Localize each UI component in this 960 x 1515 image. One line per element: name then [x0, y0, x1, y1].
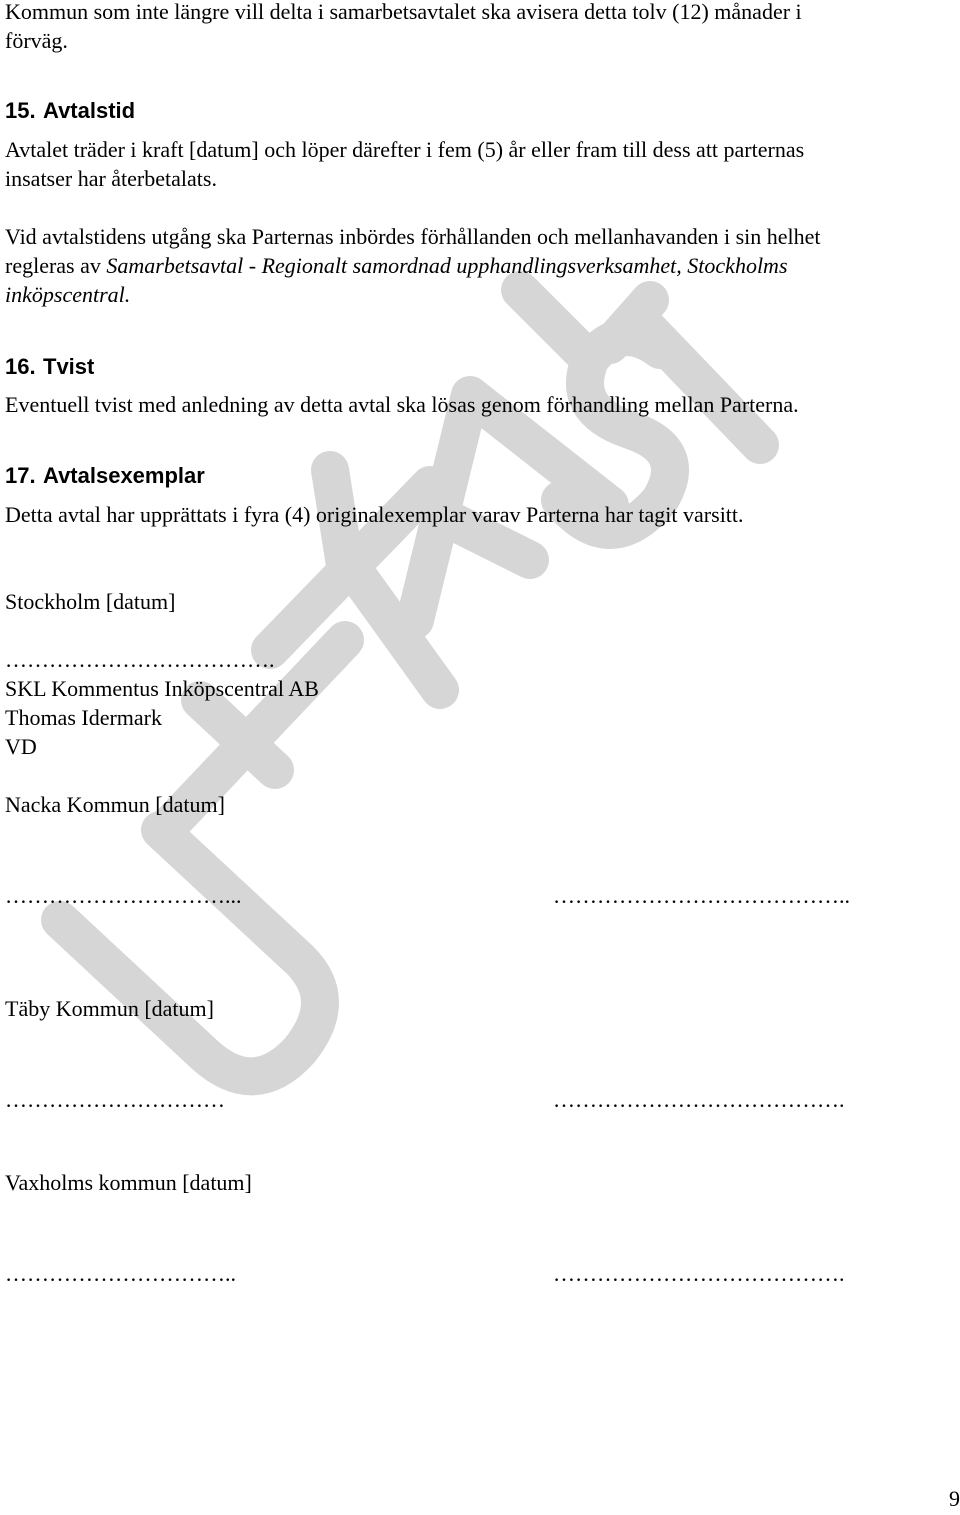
- section-17-number: 17.: [5, 463, 36, 488]
- section-15-p1-line-1: Avtalet träder i kraft [datum] och löper därefter i fem (5) år eller fram till dess att parternas: [5, 137, 805, 162]
- section-15-heading: [5, 96, 135, 125]
- vaxholm-place-date: Vaxholms kommun [datum]: [5, 1170, 252, 1195]
- nacka-signature-line-right: …………………………………..: [553, 883, 850, 908]
- taby-signature-line-left: …………………………: [5, 1087, 225, 1112]
- section-17-heading: [5, 461, 205, 490]
- nacka-signature-line-left: …………………………...: [5, 883, 242, 908]
- section-15-p2-italic: Samarbetsavtal - Regionalt samordnad upphandlingsverksamhet, Stockholms: [106, 253, 788, 278]
- intro-line-1: Kommun som inte längre vill delta i samarbetsavtalet ska avisera detta tolv (12) månader i: [5, 0, 802, 24]
- section-15-p1-line-2: insatser har återbetalats.: [5, 166, 217, 191]
- section-16-heading: [5, 352, 94, 381]
- section-15-p2-line-2: [5, 251, 788, 280]
- vaxholm-signature-line-left: …………………………..: [5, 1261, 236, 1286]
- section-17-title: Avtalsexemplar: [43, 463, 205, 488]
- section-15-p2-plain: regleras av: [5, 253, 107, 278]
- section-15-p2-line-1: Vid avtalstidens utgång ska Parternas inbördes förhållanden och mellanhavanden i sin helhet: [5, 224, 821, 249]
- stockholm-signatory-role: VD: [5, 734, 37, 759]
- watermark-letter-u: [60, 830, 320, 1076]
- section-16-text: Eventuell tvist med anledning av detta avtal ska lösas genom förhandling mellan Parterna.: [5, 392, 799, 417]
- taby-signature-line-right: ………………………………….: [553, 1087, 845, 1112]
- nacka-place-date: Nacka Kommun [datum]: [5, 792, 225, 817]
- section-15-p2-line-3: inköpscentral.: [5, 282, 131, 307]
- watermark-letter-t2: [520, 290, 760, 445]
- section-16-number: 16.: [5, 354, 36, 379]
- vaxholm-signature-line-right: ………………………………….: [553, 1261, 845, 1286]
- stockholm-signatory-name: Thomas Idermark: [5, 705, 162, 730]
- section-17-text: Detta avtal har upprättats i fyra (4) originalexemplar varav Parterna har tagit varsitt.: [5, 502, 744, 527]
- stockholm-signature-line: ……………………………….: [5, 647, 275, 672]
- section-15-title: Avtalstid: [43, 98, 136, 123]
- page-number: 9: [949, 1486, 960, 1511]
- section-15-number: 15.: [5, 98, 36, 123]
- section-16-title: Tvist: [43, 354, 95, 379]
- intro-line-2: förväg.: [5, 28, 68, 53]
- stockholm-place-date: Stockholm [datum]: [5, 589, 176, 614]
- taby-place-date: Täby Kommun [datum]: [5, 996, 214, 1021]
- stockholm-organization: SKL Kommentus Inköpscentral AB: [5, 676, 319, 701]
